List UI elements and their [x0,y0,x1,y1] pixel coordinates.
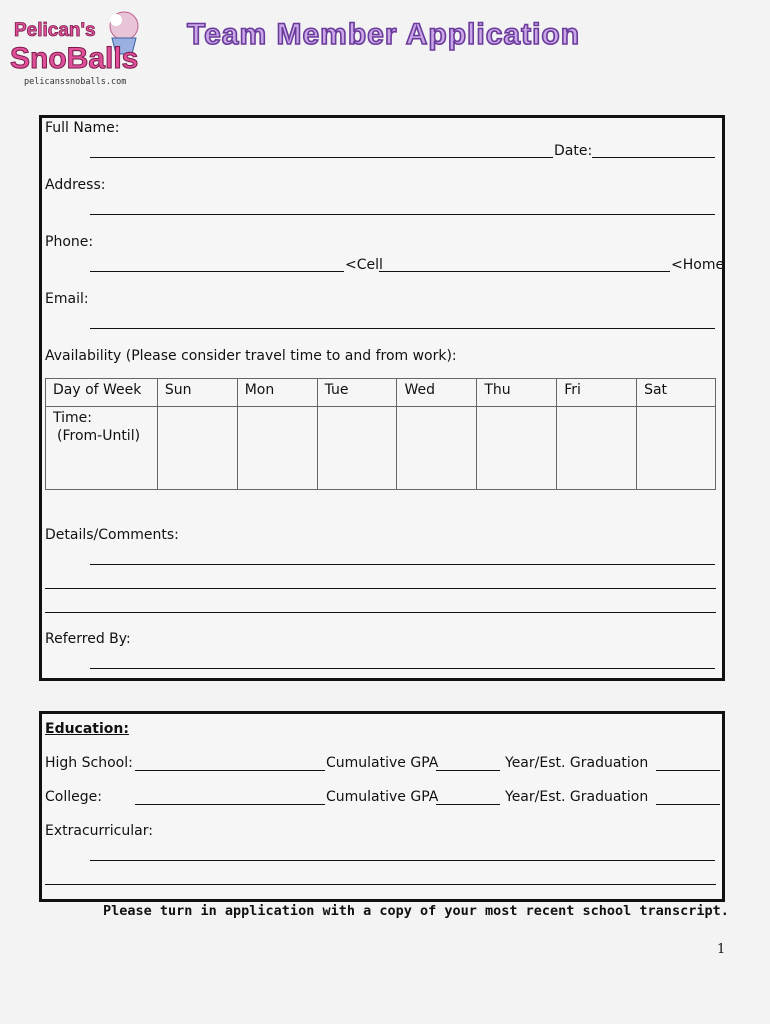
table-header-row [46,379,716,407]
page-title-text: Team Member Application [187,18,581,51]
table-row [46,407,716,490]
table-header-cell: Sat [637,379,716,407]
date-field[interactable] [592,157,715,158]
details-label: Details/Comments: [45,527,179,543]
details-field-line-3[interactable] [45,612,716,613]
fri-time-cell[interactable] [557,407,637,490]
tue-time-cell[interactable] [317,407,397,490]
mon-time-cell[interactable] [237,407,317,490]
high-school-year-field[interactable] [656,770,720,771]
time-label-cell [46,407,158,490]
logo-url-text: pelicanssnoballs.com [24,77,127,87]
sat-time-cell[interactable] [637,407,716,490]
full-name-field[interactable] [90,157,553,158]
details-field-line-2[interactable] [45,588,716,589]
cell-phone-field[interactable] [90,271,344,272]
table-header-cell: Tue [317,379,397,407]
referred-by-field[interactable] [90,668,715,669]
email-label: Email: [45,291,89,307]
table-header-cell: Wed [397,379,477,407]
address-field[interactable] [90,214,715,215]
address-label: Address: [45,177,106,193]
college-label: College: [45,789,102,805]
extracurricular-label: Extracurricular: [45,823,153,839]
date-label: Date: [554,143,593,159]
full-name-label: Full Name: [45,120,120,136]
table-header-cell: Thu [477,379,557,407]
extracurricular-field-line-1[interactable] [90,860,715,861]
logo-graphic [6,8,146,88]
availability-table [45,378,716,490]
college-year-label: Year/Est. Graduation [505,789,649,805]
education-heading: Education: [45,721,129,737]
time-label: Time: [53,410,92,426]
college-field[interactable] [135,804,325,805]
extracurricular-field-line-2[interactable] [45,884,716,885]
education-section [39,711,725,902]
high-school-label: High School: [45,755,133,771]
wed-time-cell[interactable] [397,407,477,490]
logo-main-text: SnoBalls [10,42,139,75]
high-school-gpa-field[interactable] [436,770,500,771]
high-school-year-label: Year/Est. Graduation [505,755,649,771]
availability-label: Availability (Please consider travel time to and from work): [45,348,457,364]
table-header-cell: Sun [157,379,237,407]
college-gpa-label: Cumulative GPA [326,789,439,805]
referred-by-label: Referred By: [45,631,131,647]
page-number: 1 [717,942,726,957]
logo [6,8,146,88]
table-header-cell: Fri [557,379,637,407]
details-field-line-1[interactable] [90,564,715,565]
college-gpa-field[interactable] [436,804,500,805]
home-label: <Home [671,257,725,273]
logo-top-text: Pelican's [14,20,96,41]
cell-label: <Cell [345,257,383,273]
thu-time-cell[interactable] [477,407,557,490]
high-school-field[interactable] [135,770,325,771]
email-field[interactable] [90,328,715,329]
footer-note: Please turn in application with a copy of your most recent school transcript. [103,903,729,919]
table-header-cell: Mon [237,379,317,407]
home-phone-field[interactable] [379,271,670,272]
table-header-cell: Day of Week [46,379,158,407]
high-school-gpa-label: Cumulative GPA [326,755,439,771]
page-title [185,10,585,54]
college-year-field[interactable] [656,804,720,805]
from-until-label: (From-Until) [57,428,141,444]
sun-time-cell[interactable] [157,407,237,490]
phone-label: Phone: [45,234,94,250]
